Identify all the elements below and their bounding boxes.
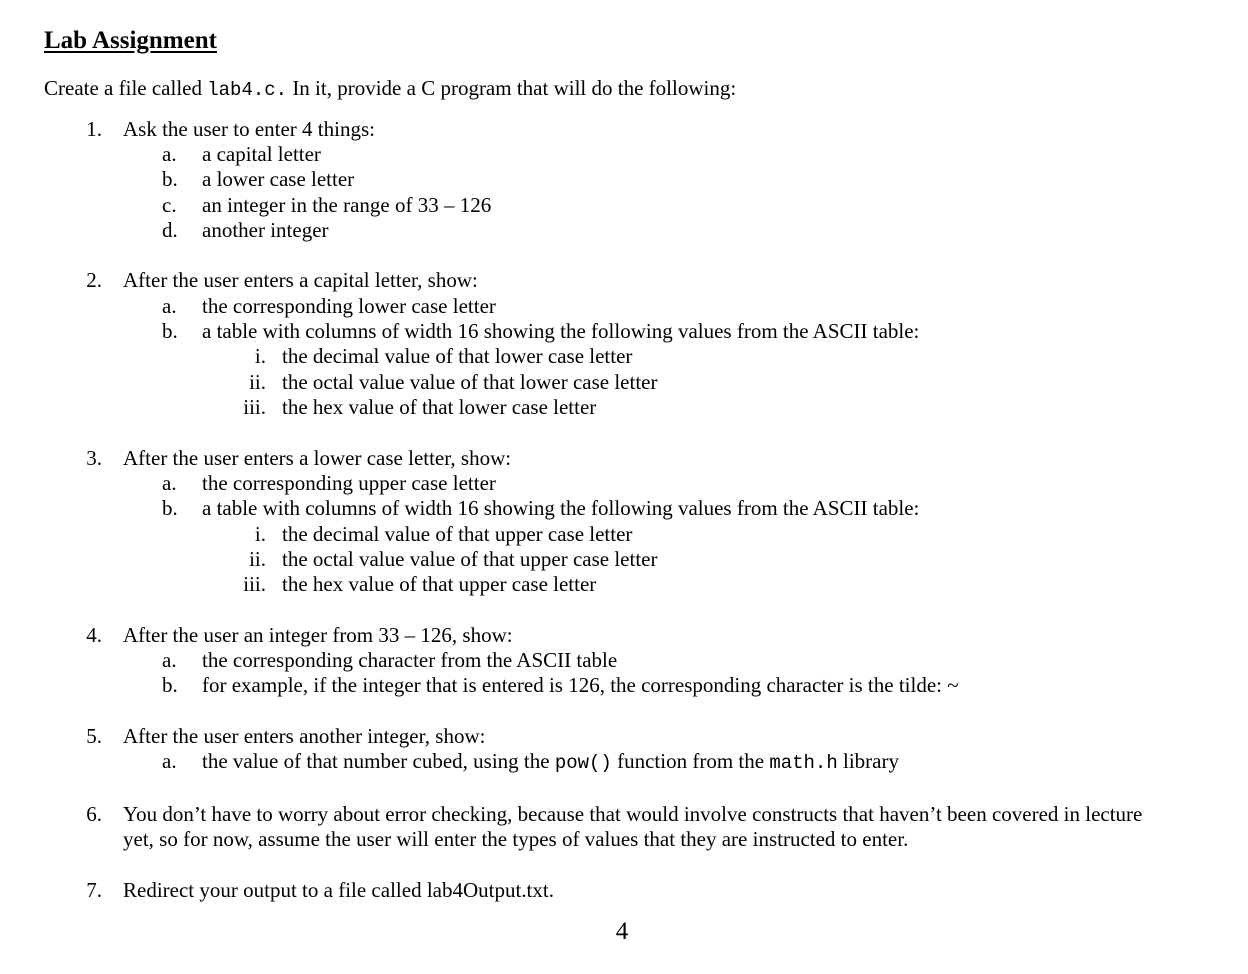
item-4b-text: for example, if the integer that is entered is 126, the corresponding character is the tilde: ~ xyxy=(202,673,959,697)
item-3a-text: the corresponding upper case letter xyxy=(202,471,496,495)
item-1c-label: c. xyxy=(162,193,177,217)
item-2-text: After the user enters a capital letter, show: xyxy=(123,268,478,292)
item-3b-ii-label: ii. xyxy=(249,547,266,571)
item-1c-text: an integer in the range of 33 – 126 xyxy=(202,193,492,217)
item-5a-text-after: library xyxy=(842,749,899,773)
item-3a-label: a. xyxy=(162,471,177,495)
item-3b-ii-text: the octal value value of that upper case letter xyxy=(282,547,658,571)
item-5a-text-before: the value of that number cubed, using the xyxy=(202,749,550,773)
item-2b-ii-label: ii. xyxy=(249,370,266,394)
item-4-number: 4. xyxy=(86,623,102,647)
item-5-text: After the user enters another integer, show: xyxy=(123,724,486,748)
item-4b-label: b. xyxy=(162,673,178,697)
item-3b-label: b. xyxy=(162,496,178,520)
intro-paragraph xyxy=(44,76,736,103)
item-4a-text: the corresponding character from the ASCII table xyxy=(202,648,618,672)
intro-filename: lab4.c. xyxy=(207,79,288,101)
item-1-number: 1. xyxy=(86,117,102,141)
item-5-number: 5. xyxy=(86,724,102,748)
item-3-text: After the user enters a lower case letter, show: xyxy=(123,446,512,470)
item-1a-label: a. xyxy=(162,142,177,166)
item-6-line-1: You don’t have to worry about error checking, because that would involve constructs that haven’t been covered in lecture xyxy=(123,802,1143,826)
item-6-line-2: yet, so for now, assume the user will enter the types of values that they are instructed to enter. xyxy=(123,827,909,851)
item-3b-iii-label: iii. xyxy=(243,572,266,596)
item-4-text: After the user an integer from 33 – 126, show: xyxy=(123,623,513,647)
item-5a-text xyxy=(202,749,899,776)
item-5a-label: a. xyxy=(162,749,177,773)
pow-function-code: pow() xyxy=(554,752,612,774)
item-3b-i-label: i. xyxy=(254,522,266,546)
item-2a-text: the corresponding lower case letter xyxy=(202,294,496,318)
item-2-number: 2. xyxy=(86,268,102,292)
intro-text-after: In it, provide a C program that will do the following: xyxy=(292,76,737,100)
intro-text-before: Create a file called xyxy=(44,76,202,100)
item-4a-label: a. xyxy=(162,648,177,672)
item-1d-text: another integer xyxy=(202,218,329,242)
item-2b-i-text: the decimal value of that lower case letter xyxy=(282,344,633,368)
item-2b-ii-text: the octal value value of that lower case letter xyxy=(282,370,658,394)
item-2b-i-label: i. xyxy=(254,344,266,368)
page-number: 4 xyxy=(615,918,629,945)
page-title: Lab Assignment xyxy=(44,27,217,54)
item-2b-iii-label: iii. xyxy=(243,395,266,419)
item-3b-text: a table with columns of width 16 showing the following values from the ASCII table: xyxy=(202,496,920,520)
item-7-number: 7. xyxy=(86,878,102,902)
item-7-text: Redirect your output to a file called lab4Output.txt. xyxy=(123,878,554,902)
item-2b-iii-text: the hex value of that lower case letter xyxy=(282,395,597,419)
math-h-library-code: math.h xyxy=(769,752,838,774)
item-1b-label: b. xyxy=(162,167,178,191)
item-6-number: 6. xyxy=(86,802,102,826)
item-1b-text: a lower case letter xyxy=(202,167,355,191)
item-5a-text-mid: function from the xyxy=(617,749,765,773)
item-1d-label: d. xyxy=(162,218,178,242)
item-2b-label: b. xyxy=(162,319,178,343)
item-3b-iii-text: the hex value of that upper case letter xyxy=(282,572,597,596)
item-1a-text: a capital letter xyxy=(202,142,321,166)
item-3b-i-text: the decimal value of that upper case letter xyxy=(282,522,633,546)
item-1-text: Ask the user to enter 4 things: xyxy=(123,117,375,141)
item-2a-label: a. xyxy=(162,294,177,318)
item-2b-text: a table with columns of width 16 showing the following values from the ASCII table: xyxy=(202,319,920,343)
item-3-number: 3. xyxy=(86,446,102,470)
